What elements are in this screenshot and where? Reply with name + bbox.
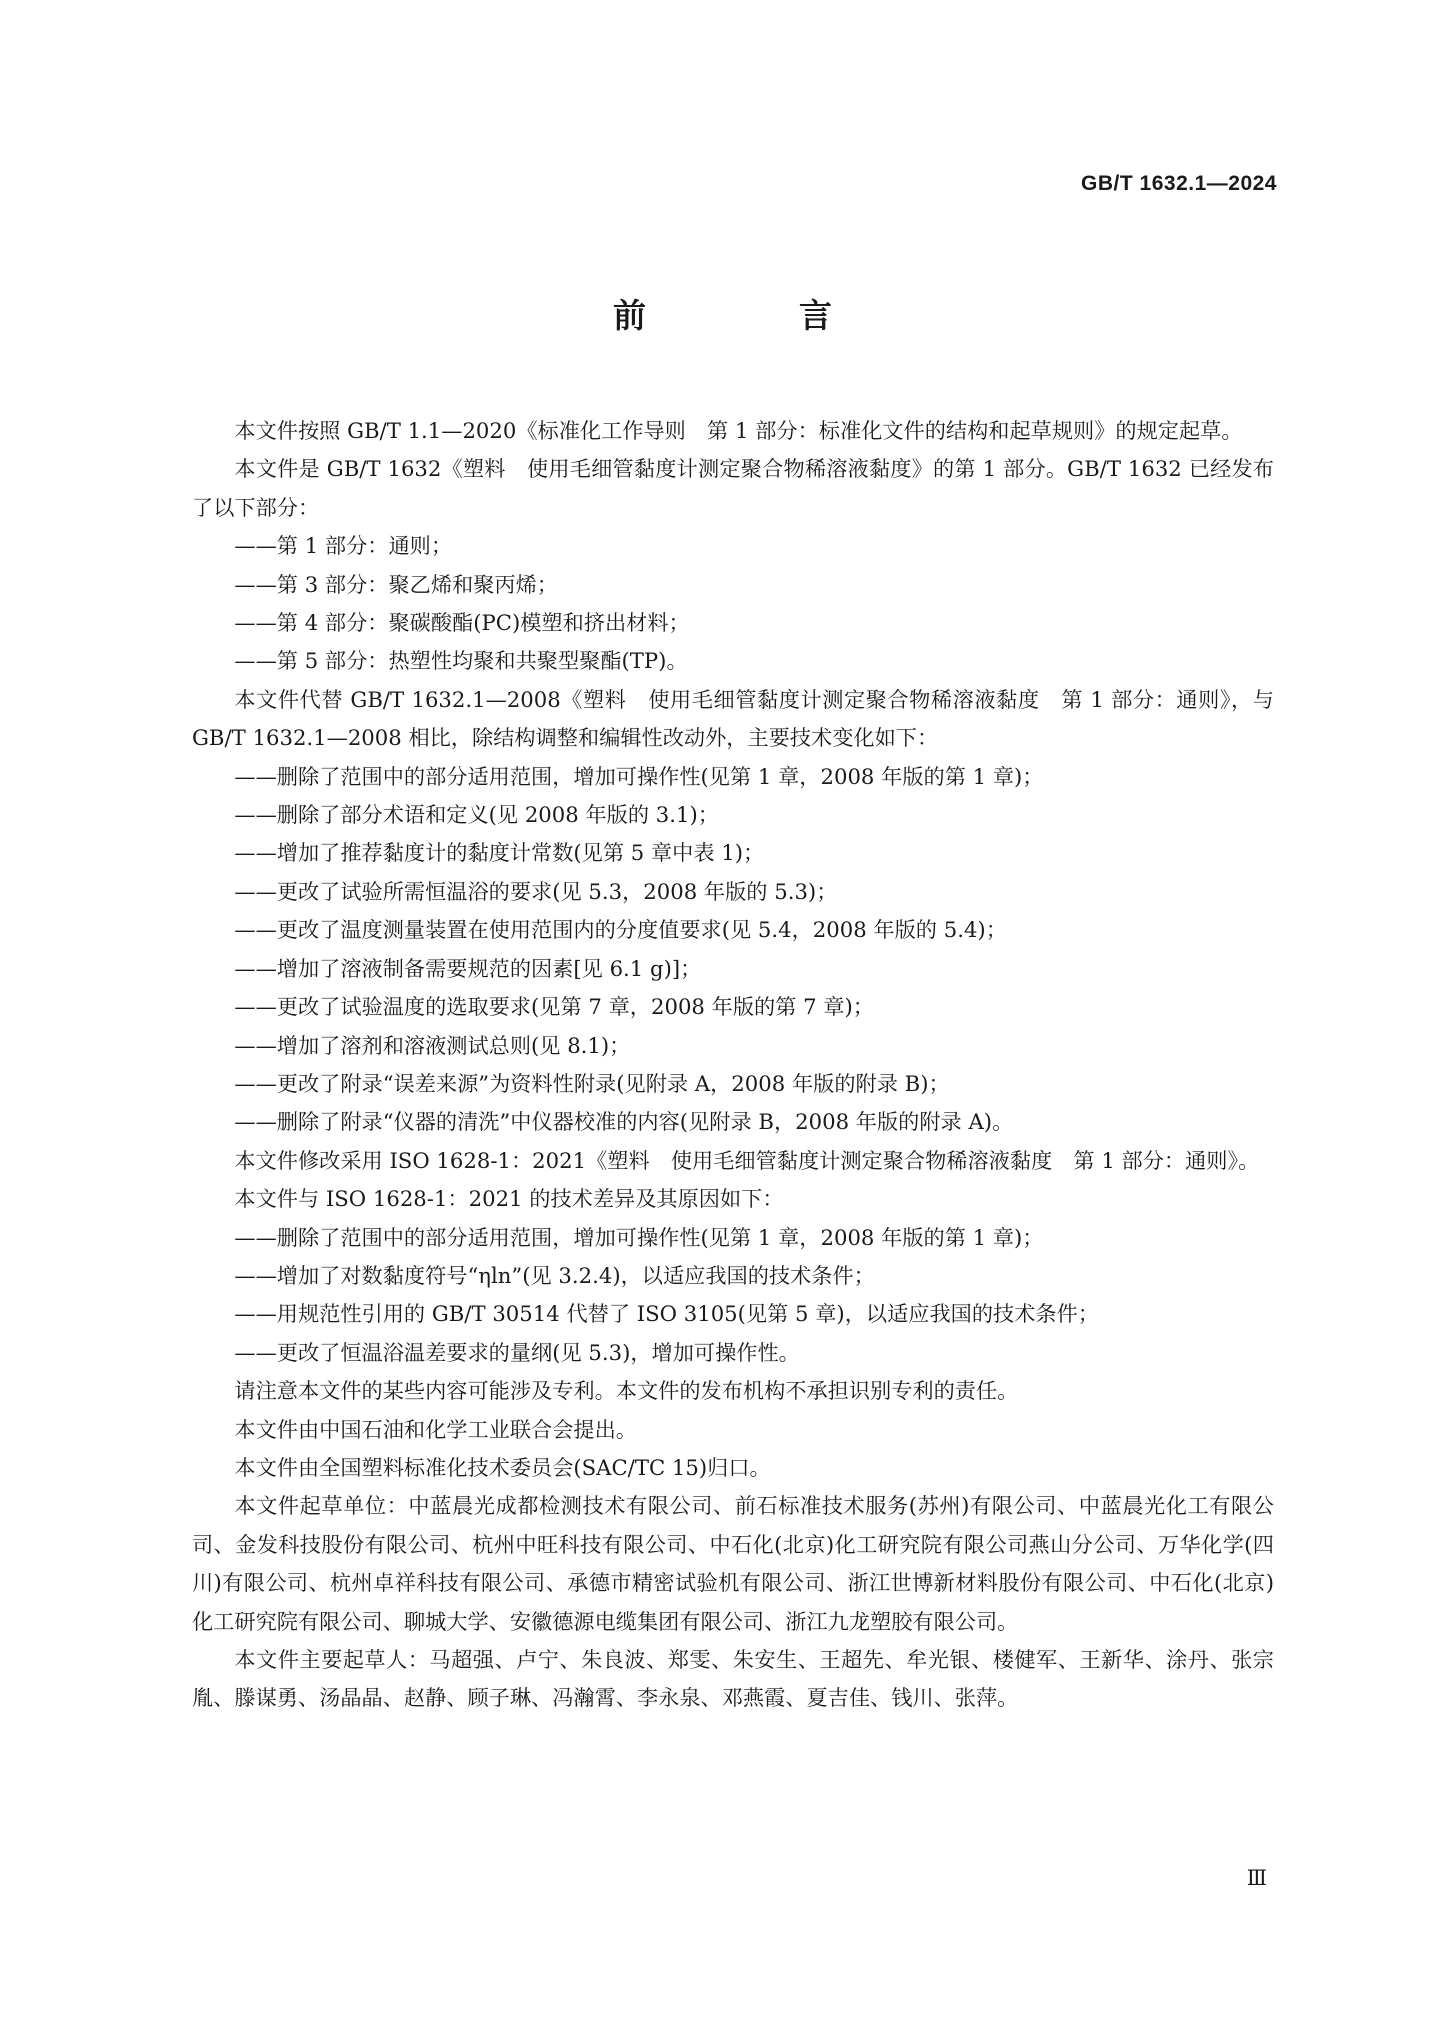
list-item: ——增加了溶液制备需要规范的因素[见 6.1 g)]； [234,955,702,981]
paragraph: 请注意本文件的某些内容可能涉及专利。本文件的发布机构不承担识别专利的责任。 [234,1378,1019,1404]
list-item: ——用规范性引用的 GB/T 30514 代替了 ISO 3105(见第 5 章)，以适应我国的技术条件； [234,1301,1099,1327]
list-item: ——更改了温度测量装置在使用范围内的分度值要求(见 5.4，2008 年版的 5.4)； [234,917,1007,943]
list-item: ——第 1 部分：通则； [234,533,453,559]
page-title: 前 言 [613,296,892,335]
list-item: ——删除了范围中的部分适用范围，增加可操作性(见第 1 章，2008 年版的第 1 章)； [234,1224,1044,1250]
standard-number: GB/T 1632.1—2024 [1081,172,1277,195]
page-number: Ⅲ [1246,1866,1267,1890]
paragraph: 本文件与 ISO 1628-1：2021 的技术差异及其原因如下： [234,1186,784,1212]
list-item: ——增加了溶剂和溶液测试总则(见 8.1)； [234,1032,631,1058]
list-item: ——更改了附录“误差来源”为资料性附录(见附录 A，2008 年版的附录 B)； [234,1070,950,1096]
paragraph: 本文件是 GB/T 1632《塑料 使用毛细管黏度计测定聚合物稀溶液黏度》的第 1 部分。GB/T 1632 已经发布了以下部分： [192,456,1274,520]
paragraph: 本文件代替 GB/T 1632.1—2008《塑料 使用毛细管黏度计测定聚合物稀溶液黏度 第 1 部分：通则》，与 GB/T 1632.1—2008 相比，除结构调整和编辑性改动外，主要技术变化如下： [192,686,1281,751]
list-item: ——增加了对数黏度符号“ηln”(见 3.2.4)，以适应我国的技术条件； [234,1262,875,1288]
list-item: ——更改了试验所需恒温浴的要求(见 5.3，2008 年版的 5.3)； [234,878,838,904]
list-item: ——第 4 部分：聚碳酸酯(PC)模塑和挤出材料； [234,610,690,636]
list-item: ——删除了范围中的部分适用范围，增加可操作性(见第 1 章，2008 年版的第 1 章)； [234,763,1044,789]
paragraph: 本文件由全国塑料标准化技术委员会(SAC/TC 15)归口。 [234,1454,771,1480]
paragraph: 本文件由中国石油和化学工业联合会提出。 [234,1416,637,1442]
foreword-body [192,412,1281,1718]
paragraph: 本文件修改采用 ISO 1628-1：2021《塑料 使用毛细管黏度计测定聚合物稀溶液黏度 第 1 部分：通则》。 [234,1147,1260,1173]
paragraph: 本文件主要起草人：马超强、卢宁、朱良波、郑雯、朱安生、王超先、牟光银、楼健军、王新华、涂丹、张宗胤、滕谋勇、汤晶晶、赵静、顾子琳、冯瀚霄、李永泉、邓燕霞、夏吉佳、钱川、张萍。 [192,1647,1274,1711]
list-item: ——删除了部分术语和定义(见 2008 年版的 3.1)； [234,802,719,828]
list-item: ——增加了推荐黏度计的黏度计常数(见第 5 章中表 1)； [234,840,765,866]
paragraph: 本文件按照 GB/T 1.1—2020《标准化工作导则 第 1 部分：标准化文件的结构和起草规则》的规定起草。 [234,418,1243,443]
paragraph: 本文件起草单位：中蓝晨光成都检测技术有限公司、前石标准技术服务(苏州)有限公司、中蓝晨光化工有限公司、金发科技股份有限公司、杭州中旺科技有限公司、中石化(北京)化工研究院有限公司燕山分公司、万华化学(四川)有限公司、杭州卓祥科技有限公司、承德市精密试验机有限公司、浙江世博新材料股份有限公司、中石化(北京)化工研究院有限公司、聊城大学、安徽德源电缆集团有限公司、浙江九龙塑胶有限公司。 [192,1493,1274,1634]
list-item: ——更改了恒温浴温差要求的量纲(见 5.3)，增加可操作性。 [234,1339,800,1365]
list-item: ——第 3 部分：聚乙烯和聚丙烯； [234,571,558,597]
list-item: ——删除了附录“仪器的清洗”中仪器校准的内容(见附录 B，2008 年版的附录 A)。 [234,1109,1014,1135]
list-item: ——第 5 部分：热塑性均聚和共聚型聚酯(TP)。 [234,648,688,674]
list-item: ——更改了试验温度的选取要求(见第 7 章，2008 年版的第 7 章)； [234,994,874,1020]
